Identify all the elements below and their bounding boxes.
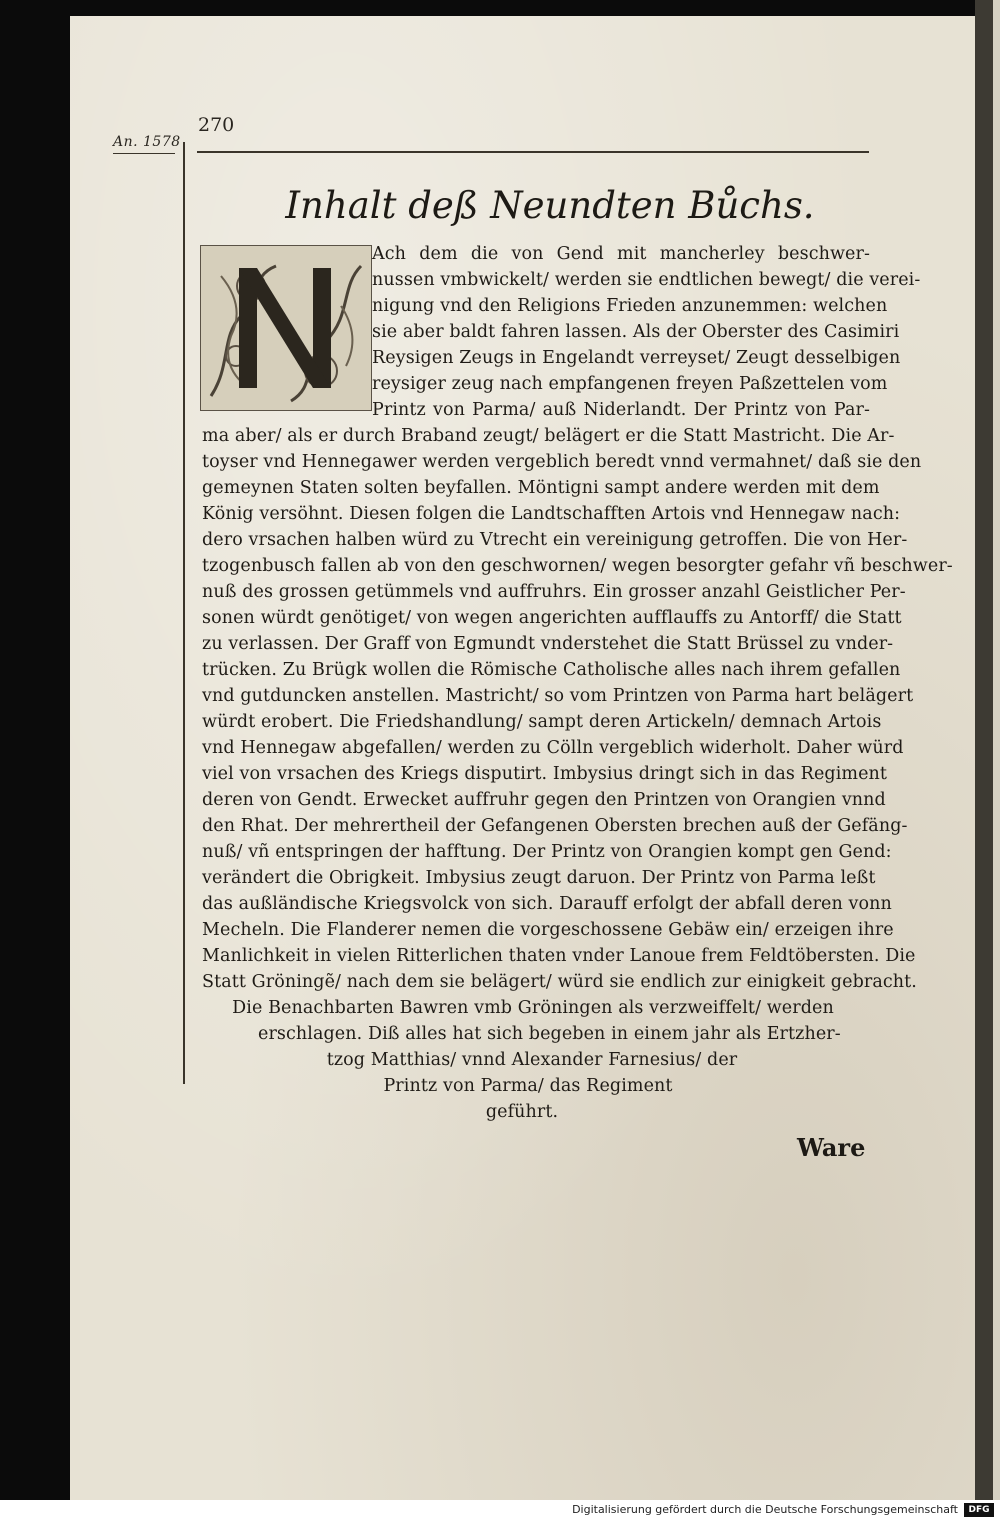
margin-note-rule bbox=[113, 153, 175, 154]
text-line: vnd gutduncken anstellen. Mastricht/ so vom Printzen von Parma hart belägert bbox=[202, 686, 914, 706]
page-number: 270 bbox=[198, 114, 235, 136]
text-line: reysiger zeug nach empfangenen freyen Paßzettelen vom bbox=[372, 374, 888, 394]
text-line: tzog Matthias/ vnnd Alexander Farnesius/ der bbox=[326, 1050, 738, 1070]
text-line: Ach dem die von Gend mit mancherley beschwer- bbox=[372, 244, 870, 264]
footer-bar bbox=[0, 1500, 1000, 1521]
text-line: sie aber baldt fahren lassen. Als der Oberster des Casimiri bbox=[372, 322, 900, 342]
text-line: geführt. bbox=[485, 1102, 559, 1122]
header-rule bbox=[197, 151, 869, 153]
text-line: verändert die Obrigkeit. Imbysius zeugt daruon. Der Printz von Parma leßt bbox=[202, 868, 876, 888]
margin-rule bbox=[183, 142, 185, 1084]
dfg-logo-icon: DFG bbox=[964, 1503, 994, 1517]
ornament-initial-icon bbox=[201, 246, 371, 410]
catchword: Ware bbox=[797, 1133, 866, 1162]
text-line: dero vrsachen halben würd zu Vtrecht ein vereinigung getroffen. Die von Her- bbox=[202, 530, 908, 550]
text-line: Printz von Parma/ auß Niderlandt. Der Printz von Par- bbox=[372, 400, 870, 420]
text-line: den Rhat. Der mehrertheil der Gefangenen Obersten brechen auß der Gefäng- bbox=[202, 816, 908, 836]
text-line: Printz von Parma/ das Regiment bbox=[383, 1076, 673, 1096]
text-line: Reysigen Zeugs in Engelandt verreyset/ Zeugt desselbigen bbox=[372, 348, 901, 368]
text-line: Die Benachbarten Bawren vmb Gröningen als verzweiffelt/ werden bbox=[232, 998, 834, 1018]
text-line: tzogenbusch fallen ab von den geschwornen/ wegen besorgter gefahr vñ beschwer- bbox=[202, 556, 953, 576]
text-line: deren von Gendt. Erwecket auffruhr gegen den Printzen von Orangien vnnd bbox=[202, 790, 886, 810]
adjacent-page-sliver bbox=[993, 0, 1000, 1500]
footer-credit: Digitalisierung gefördert durch die Deutsche Forschungsgemeinschaft bbox=[572, 1503, 958, 1516]
text-line: erschlagen. Diß alles hat sich begeben in einem jahr als Ertzher- bbox=[258, 1024, 841, 1044]
text-line: Mecheln. Die Flanderer nemen die vorgeschossene Gebäw ein/ erzeigen ihre bbox=[202, 920, 894, 940]
text-line: das außländische Kriegsvolck von sich. Darauff erfolgt der abfall deren vonn bbox=[202, 894, 892, 914]
adjacent-page-edge bbox=[975, 0, 993, 1500]
decorated-initial bbox=[200, 245, 372, 411]
chapter-heading: Inhalt deß Neundten Bůchs. bbox=[285, 184, 815, 227]
text-line: nuß/ vñ entspringen der hafftung. Der Printz von Orangien kompt gen Gend: bbox=[202, 842, 892, 862]
text-line: König versöhnt. Diesen folgen die Landtschafften Artois vnd Hennegaw nach: bbox=[202, 504, 901, 524]
text-line: würdt erobert. Die Friedshandlung/ sampt deren Artickeln/ demnach Artois bbox=[202, 712, 882, 732]
text-line: sonen würdt genötiget/ von wegen angerichten aufflauffs zu Antorff/ die Statt bbox=[202, 608, 902, 628]
margin-year-note: An. 1578 bbox=[113, 134, 181, 150]
text-line: nigung vnd den Religions Frieden anzunemmen: welchen bbox=[372, 296, 888, 316]
text-line: nuß des grossen getümmels vnd auffruhrs. Ein grosser anzahl Geistlicher Per- bbox=[202, 582, 906, 602]
text-line: toyser vnd Hennegawer werden vergeblich beredt vnnd vermahnet/ daß sie den bbox=[202, 452, 922, 472]
text-line: Statt Gröningẽ/ nach dem sie belägert/ würd sie endlich zur einigkeit gebracht. bbox=[202, 972, 917, 992]
text-line: trücken. Zu Brügk wollen die Römische Catholische alles nach ihrem gefallen bbox=[202, 660, 901, 680]
text-line: ma aber/ als er durch Braband zeugt/ belägert er die Statt Mastricht. Die Ar- bbox=[202, 426, 895, 446]
text-line: gemeynen Staten solten beyfallen. Möntigni sampt andere werden mit dem bbox=[202, 478, 880, 498]
text-line: nussen vmbwickelt/ werden sie endtlichen bewegt/ die verei- bbox=[372, 270, 921, 290]
text-line: Manlichkeit in vielen Ritterlichen thaten vnder Lanoue frem Feldtöbersten. Die bbox=[202, 946, 916, 966]
text-line: zu verlassen. Der Graff von Egmundt vnderstehet die Statt Brüssel zu vnder- bbox=[202, 634, 894, 654]
text-line: vnd Hennegaw abgefallen/ werden zu Cölln vergeblich widerholt. Daher würd bbox=[202, 738, 904, 758]
text-line: viel von vrsachen des Kriegs disputirt. Imbysius dringt sich in das Regiment bbox=[202, 764, 888, 784]
